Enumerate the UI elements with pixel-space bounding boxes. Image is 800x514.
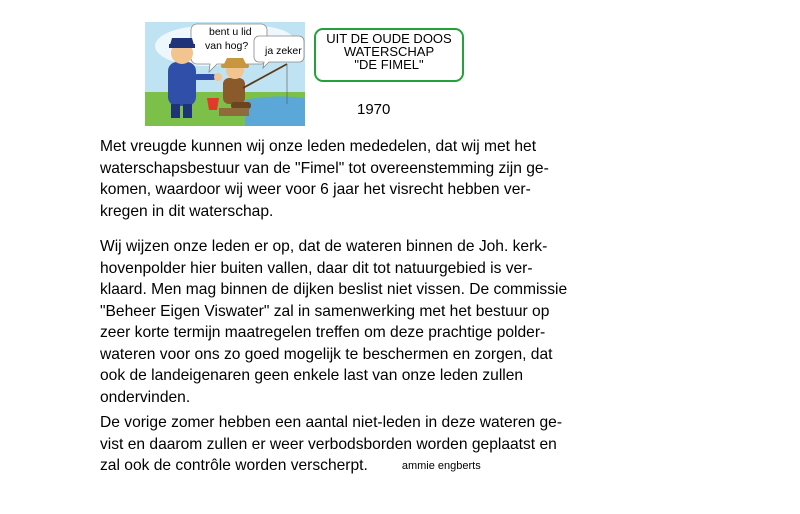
text-line: klaard. Men mag binnen de dijken beslist niet vissen. De commissie (100, 281, 568, 298)
bubble-line-1: bent u lid (209, 26, 252, 38)
text-line: De vorige zomer hebben een aantal niet-leden in deze wateren ge- (100, 414, 563, 431)
header-box (314, 28, 464, 82)
article-paragraph-1 (100, 136, 549, 222)
text-line: hovenpolder hier buiten vallen, daar dit tot natuurgebied is ver- (100, 259, 533, 277)
text-line: ondervinden. (100, 388, 191, 406)
text-line: wateren voor ons zo goed mogelijk te beschermen en zorgen, dat (100, 345, 553, 363)
text-line-content: zal ook de contrôle worden verscherpt. (100, 457, 368, 474)
header-line-2: WATERSCHAP (343, 44, 435, 59)
author-signature: ammie engberts (401, 460, 481, 472)
text-line: zeer korte termijn maatregelen treffen om deze prachtige polder- (100, 324, 546, 341)
year-label: 1970 (357, 101, 391, 118)
header-line-1: UIT DE OUDE DOOS (326, 31, 452, 46)
text-line: Wij wijzen onze leden er op, dat de wateren binnen de Joh. kerk- (100, 238, 548, 255)
text-line: vist en daarom zullen er weer verbodsborden worden geplaatst en (100, 435, 557, 453)
article-paragraph-2 (100, 236, 567, 408)
cartoon-illustration (145, 22, 305, 126)
text-line (100, 455, 562, 478)
bubble-answer: ja zeker (265, 45, 302, 57)
text-line: ook de landeigenaren geen enkele last van onze leden zullen (100, 367, 524, 384)
text-line: Met vreugde kunnen wij onze leden mededelen, dat wij met het (100, 138, 537, 155)
header-line-3: "DE FIMEL" (354, 57, 424, 72)
text-line: komen, waardoor wij weer voor 6 jaar het visrecht hebben ver- (100, 181, 531, 198)
article-paragraph-3 (100, 412, 562, 478)
text-line: waterschapsbestuur van de "Fimel" tot overeenstemming zijn ge- (100, 159, 549, 177)
text-line: kregen in dit waterschap. (100, 202, 274, 220)
text-line: "Beheer Eigen Viswater" zal in samenwerking met het bestuur op (100, 302, 550, 320)
bubble-line-2: van hog? (205, 40, 249, 52)
